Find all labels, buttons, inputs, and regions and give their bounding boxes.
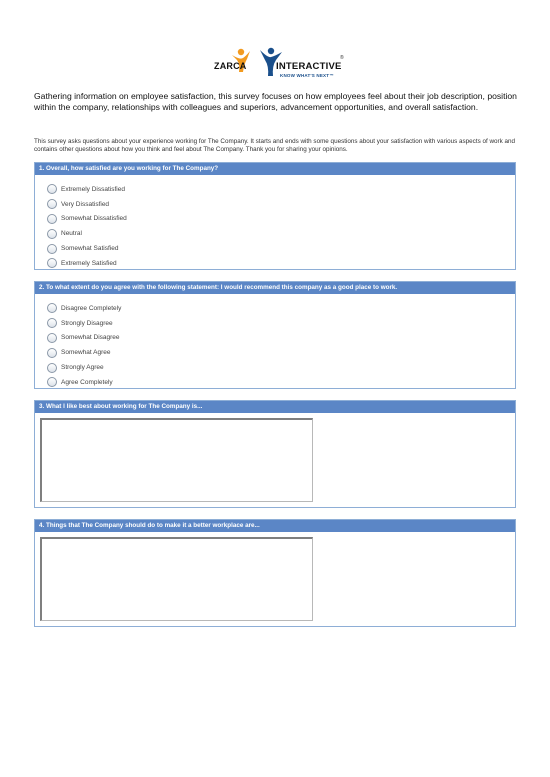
q2-option-disagree-completely[interactable]: [47, 301, 515, 316]
survey-description: This survey asks questions about your experience working for The Company. It starts and ends with some questions about your satisfaction with various aspects of work and contains other questions about how you think and feel about The Company. Thank you for sharing your opinions.: [34, 138, 516, 153]
question-3-textarea[interactable]: [40, 418, 313, 502]
option-label: Agree Completely: [61, 378, 113, 386]
radio-button[interactable]: [47, 184, 57, 194]
option-label: Extremely Dissatisfied: [61, 185, 125, 193]
q1-option-extremely-dissatisfied[interactable]: [47, 182, 515, 197]
radio-button[interactable]: [47, 244, 57, 254]
radio-button[interactable]: [47, 303, 57, 313]
question-3: [34, 400, 516, 508]
radio-button[interactable]: [47, 258, 57, 268]
logo-interactive-text: INTERACTIVE: [276, 61, 342, 72]
q2-option-strongly-agree[interactable]: [47, 360, 515, 375]
radio-button[interactable]: [47, 333, 57, 343]
logo-tagline: KNOW WHAT'S NEXT™: [280, 73, 334, 78]
q1-option-extremely-satisfied[interactable]: [47, 256, 515, 271]
logo-zarca-text: ZARCA: [214, 61, 247, 71]
q1-option-very-dissatisfied[interactable]: [47, 197, 515, 212]
radio-button[interactable]: [47, 363, 57, 373]
q2-option-agree-completely[interactable]: [47, 375, 515, 390]
q2-option-strongly-disagree[interactable]: [47, 316, 515, 331]
radio-button[interactable]: [47, 377, 57, 387]
option-label: Disagree Completely: [61, 304, 122, 312]
q2-option-somewhat-agree[interactable]: [47, 345, 515, 360]
zarca-interactive-logo: [210, 46, 350, 86]
radio-button[interactable]: [47, 199, 57, 209]
survey-intro: Gathering information on employee satisfaction, this survey focuses on how employees feel about their job description, position within the company, relationships with colleagues and superiors, advancement opportunities, and overall satisfaction.: [34, 91, 517, 113]
question-4: [34, 519, 516, 627]
question-2-options: [35, 294, 515, 390]
question-2-title: 2. To what extent do you agree with the following statement: I would recommend this company as a good place to work.: [35, 282, 515, 294]
q2-option-somewhat-disagree[interactable]: [47, 331, 515, 346]
question-4-title: 4. Things that The Company should do to make it a better workplace are...: [35, 520, 515, 532]
radio-button[interactable]: [47, 214, 57, 224]
option-label: Somewhat Satisfied: [61, 245, 119, 253]
option-label: Neutral: [61, 230, 82, 238]
question-1: [34, 162, 516, 270]
radio-button[interactable]: [47, 348, 57, 358]
q1-option-somewhat-satisfied[interactable]: [47, 241, 515, 256]
q1-option-somewhat-dissatisfied[interactable]: [47, 212, 515, 227]
option-label: Somewhat Agree: [61, 349, 111, 357]
option-label: Somewhat Dissatisfied: [61, 215, 127, 223]
option-label: Strongly Disagree: [61, 319, 113, 327]
question-3-title: 3. What I like best about working for The Company is...: [35, 401, 515, 413]
radio-button[interactable]: [47, 318, 57, 328]
question-2: [34, 281, 516, 389]
option-label: Strongly Agree: [61, 364, 104, 372]
q1-option-neutral[interactable]: [47, 226, 515, 241]
option-label: Extremely Satisfied: [61, 259, 117, 267]
question-1-title: 1. Overall, how satisfied are you working for The Company?: [35, 163, 515, 175]
radio-button[interactable]: [47, 229, 57, 239]
option-label: Very Dissatisfied: [61, 200, 110, 208]
option-label: Somewhat Disagree: [61, 334, 120, 342]
registered-mark: ®: [340, 55, 344, 61]
question-4-textarea[interactable]: [40, 537, 313, 621]
question-1-options: [35, 175, 515, 271]
